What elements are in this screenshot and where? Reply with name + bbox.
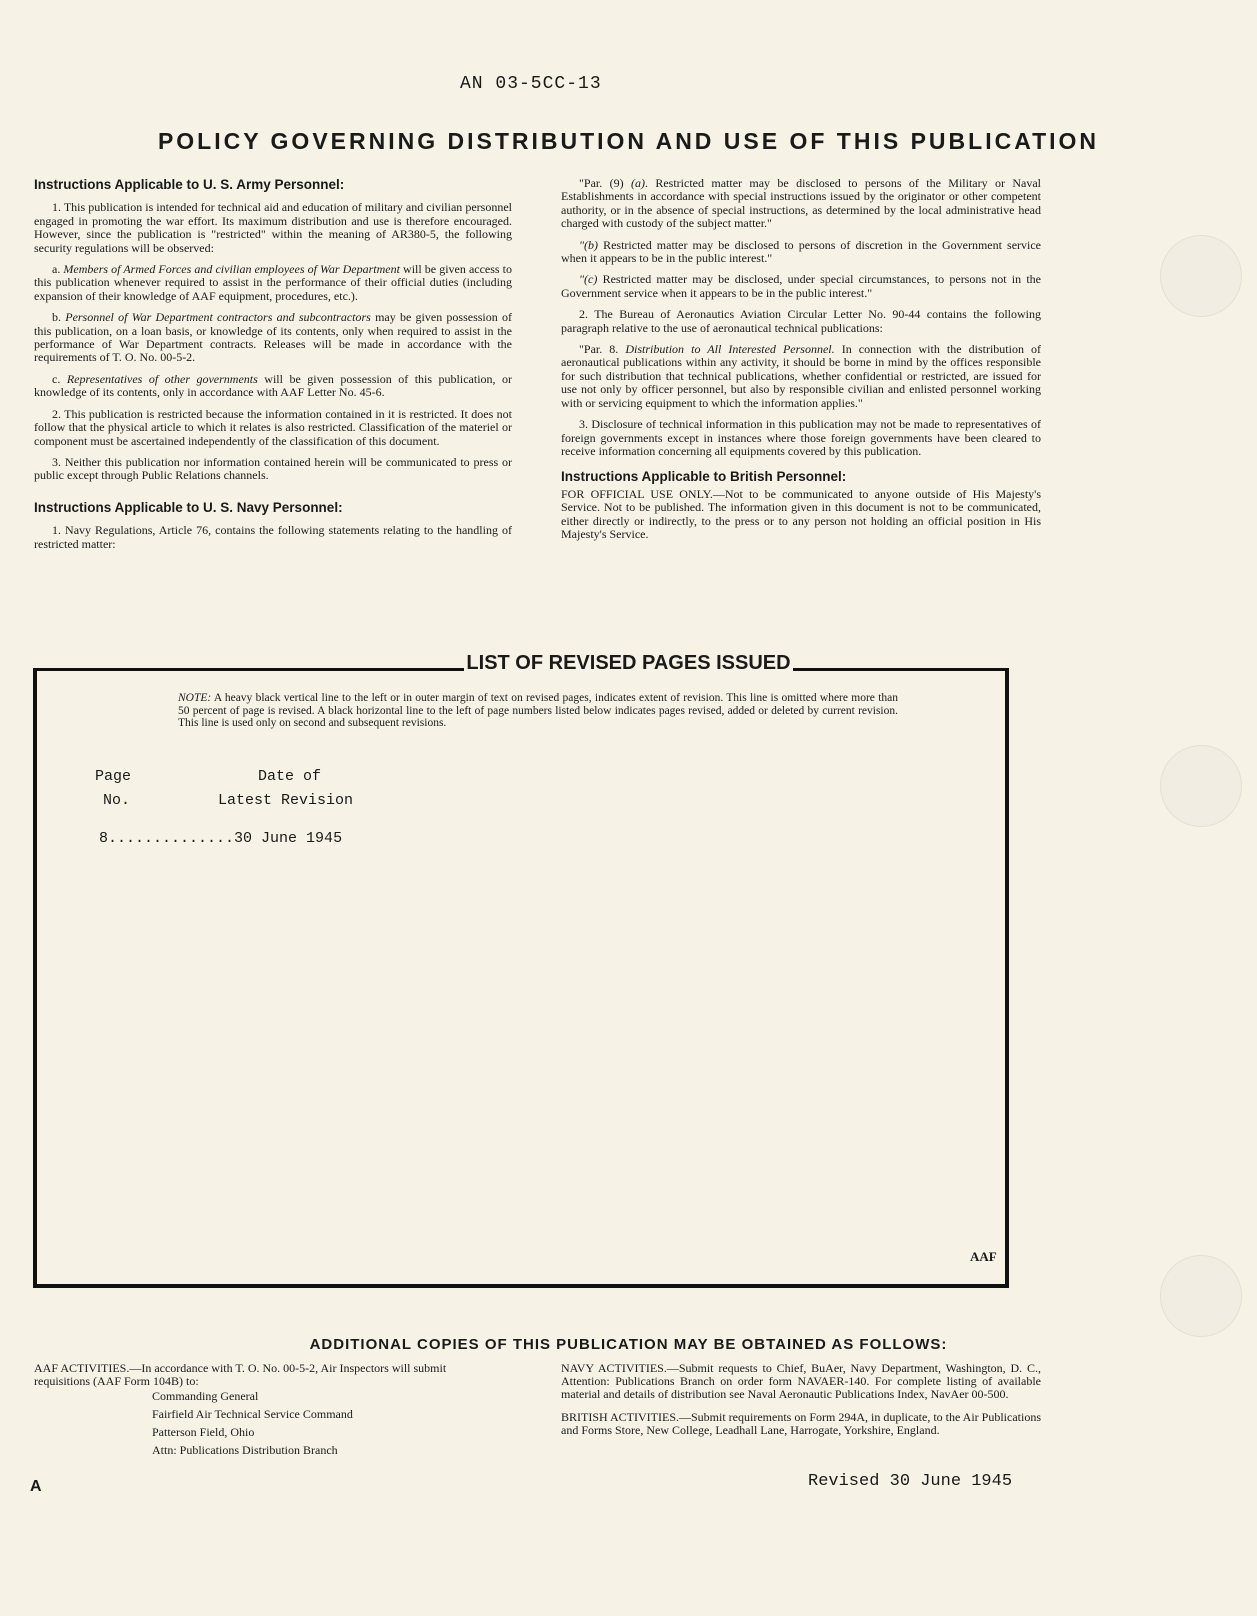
- paragraph-text: 1. This publication is intended for technical aid and education of military and civilian personnel engaged in promoting the war effort. Its maximum distribution and use is therefore encouraged. However, since the publication is "restricted" within the meaning of AR380-5, the following security regulations will be observed:: [34, 200, 512, 255]
- aaf-activities: [34, 1362, 504, 1462]
- navy-paragraphs: [34, 524, 512, 551]
- paragraph: [34, 408, 512, 448]
- paragraph: [561, 177, 1041, 231]
- right-column: [561, 177, 1041, 549]
- paragraph: [561, 239, 1041, 266]
- address-line: Patterson Field, Ohio: [152, 1425, 255, 1439]
- paragraph-text: "Par. (9): [579, 176, 631, 190]
- revised-pages-title-wrap: [0, 652, 1257, 675]
- col-header-date: Date of: [258, 768, 322, 785]
- paragraph-text: . Restricted matter may be disclosed to persons of the Military or Naval Establishments in accordance with special instructions issued by the originator or other competent authority, or in the absence of special instructions, as determined by the local administrative head charged with custody of the subject matter.": [561, 176, 1041, 231]
- paragraph-text: 3. Disclosure of technical information in this publication may not be made to representatives of foreign governments except in instances where those foreign governments have been cleared to receive information concerning all equipments covered by this publication.: [561, 417, 1041, 458]
- paragraph-text: a.: [52, 262, 64, 277]
- paragraph-text: Personnel of War Department contractors and subcontractors: [65, 310, 371, 325]
- paragraph: [561, 308, 1041, 335]
- british-heading: Instructions Applicable to British Personnel:: [561, 469, 847, 485]
- paragraph-text: c.: [52, 371, 67, 386]
- revision-date: Revised 30 June 1945: [808, 1472, 1013, 1491]
- page-title: POLICY GOVERNING DISTRIBUTION AND USE OF THIS PUBLICATION: [157, 128, 1100, 154]
- col-header-latest-revision: Latest Revision: [218, 792, 354, 809]
- note-text: A heavy black vertical line to the left or in outer margin of text on revised pages, indicates extent of revision. This line is omitted where more than 50 percent of page is revised. A black horizontal line to the left of page numbers listed below indicates pages revised, added or deleted by current revision. This line is used only on second and subsequent revisions.: [178, 692, 898, 729]
- aaf-stamp: AAF: [970, 1249, 997, 1264]
- punch-hole: [1160, 235, 1242, 317]
- army-heading: Instructions Applicable to U. S. Army Personnel:: [34, 177, 345, 192]
- paragraph-text: "(b): [579, 237, 599, 252]
- navy-heading: Instructions Applicable to U. S. Navy Personnel:: [34, 499, 343, 515]
- revision-note: [178, 692, 898, 730]
- paragraph: [34, 373, 512, 400]
- paragraph: [34, 456, 512, 483]
- paragraph: [561, 418, 1041, 458]
- paragraph: [34, 524, 512, 551]
- paragraph: [561, 343, 1041, 410]
- british-text: FOR OFFICIAL USE ONLY.—Not to be communicated to anyone outside of His Majesty's Service. Not to be published. The information given in this document is not to be communicated, either directly or indirectly, to the press or to any person not holding an official position in His Majesty's Service.: [561, 486, 1041, 541]
- navy-activities-text: NAVY ACTIVITIES.—Submit requests to Chief, BuAer, Navy Department, Washington, D. C., Attention: Publications Branch on order form NAVAER-140. For complete listing of available material and details of distribution see Naval Aeronautic Publications Index, NavAer 00-500.: [561, 1361, 1041, 1401]
- address-line: Commanding General: [152, 1389, 259, 1403]
- paragraph-text: "Par. 8.: [579, 342, 626, 357]
- punch-hole: [1160, 745, 1242, 827]
- revision-row: [99, 830, 342, 847]
- note-label: NOTE:: [178, 692, 212, 704]
- punch-hole: [1160, 1255, 1242, 1337]
- paragraph-text: Restricted matter may be disclosed, under special circumstances, to persons not in the Government service when it appears to be in the public interest.": [561, 272, 1041, 300]
- revised-pages-title: LIST OF REVISED PAGES ISSUED: [466, 652, 791, 674]
- paragraph-text: will be given possession of this publication, or knowledge of its contents, only in accordance with AAF Letter No. 45-6.: [34, 371, 513, 400]
- row-date: 30 June 1945: [234, 830, 343, 847]
- col-header-no: No.: [103, 792, 131, 809]
- paragraph-text: may be given possession of this publication, on a loan basis, or knowledge of its contents, only when required to assist in the performance of War Department contracts. Releases will be made in accordance with the requirements of T. O. No. 00-5-2.: [34, 310, 512, 365]
- paragraph-text: "(c): [579, 272, 598, 287]
- paragraph: [34, 311, 512, 365]
- paragraph: [561, 273, 1041, 300]
- paragraph-text: Restricted matter may be disclosed to persons of discretion in the Government service when it appears to be in the public interest.": [561, 237, 1041, 266]
- paragraph: [34, 263, 512, 303]
- paragraph-text: Representatives of other governments: [66, 371, 258, 386]
- paragraph-text: (a): [630, 176, 645, 190]
- row-page: 8: [99, 830, 109, 847]
- page-letter: A: [30, 1478, 42, 1495]
- paragraph-text: 1. Navy Regulations, Article 76, contains the following statements relating to the handling of restricted matter:: [34, 523, 512, 551]
- paragraph-text: 2. The Bureau of Aeronautics Aviation Circular Letter No. 90-44 contains the following paragraph relative to the use of aeronautical technical publications:: [561, 307, 1041, 335]
- revised-pages-box: [33, 668, 1009, 1288]
- col-header-page: Page: [95, 768, 132, 785]
- aaf-activities-text: AAF ACTIVITIES.—In accordance with T. O. No. 00-5-2, Air Inspectors will submit requisitions (AAF Form 104B) to:: [34, 1361, 447, 1388]
- additional-copies-heading: ADDITIONAL COPIES OF THIS PUBLICATION MAY BE OBTAINED AS FOLLOWS:: [309, 1336, 948, 1353]
- address-line: Fairfield Air Technical Service Command: [152, 1407, 353, 1421]
- row-leader: ..............: [108, 830, 235, 847]
- paragraph-text: Distribution to All Interested Personnel.: [625, 342, 835, 357]
- document-number: AN 03-5CC-13: [460, 74, 602, 94]
- paragraph-text: In connection with the distribution of aeronautical publications within any activity, it should be borne in mind by the offices responsible for such distribution that technical publications, whether confidential or restricted, are issued for use not only by officer personnel, but also by responsible civilian and enlisted personnel working with or servicing equipment to which the information applies.": [561, 342, 1042, 410]
- paragraph-text: Members of Armed Forces and civilian employees of War Department: [63, 262, 400, 277]
- paragraph: [34, 201, 512, 255]
- address-line: Attn: Publications Distribution Branch: [152, 1443, 338, 1457]
- paragraph-text: 2. This publication is restricted because the information contained in it is restricted. It does not follow that the physical article to which it relates is also restricted. Classification of the materiel or component must be ascertained independently of the classification of this document.: [34, 406, 512, 448]
- navy-quote-paragraphs: [561, 177, 1041, 458]
- navy-british-activities: [561, 1362, 1041, 1437]
- left-column: [34, 178, 512, 559]
- paragraph-text: b.: [52, 310, 66, 325]
- paragraph-text: 3. Neither this publication nor information contained herein will be communicated to press or public except through Public Relations channels.: [34, 454, 512, 483]
- british-activities-text: BRITISH ACTIVITIES.—Submit requirements on Form 294A, in duplicate, to the Air Publications and Forms Store, New College, Leadhall Lane, Harrogate, Yorkshire, England.: [561, 1410, 1041, 1437]
- army-paragraphs: [34, 201, 512, 482]
- paragraph-text: will be given access to this publication whenever required to assist in the performance of their official duties (including expansion of their knowledge of AAF equipment, procedures, etc.).: [34, 262, 513, 303]
